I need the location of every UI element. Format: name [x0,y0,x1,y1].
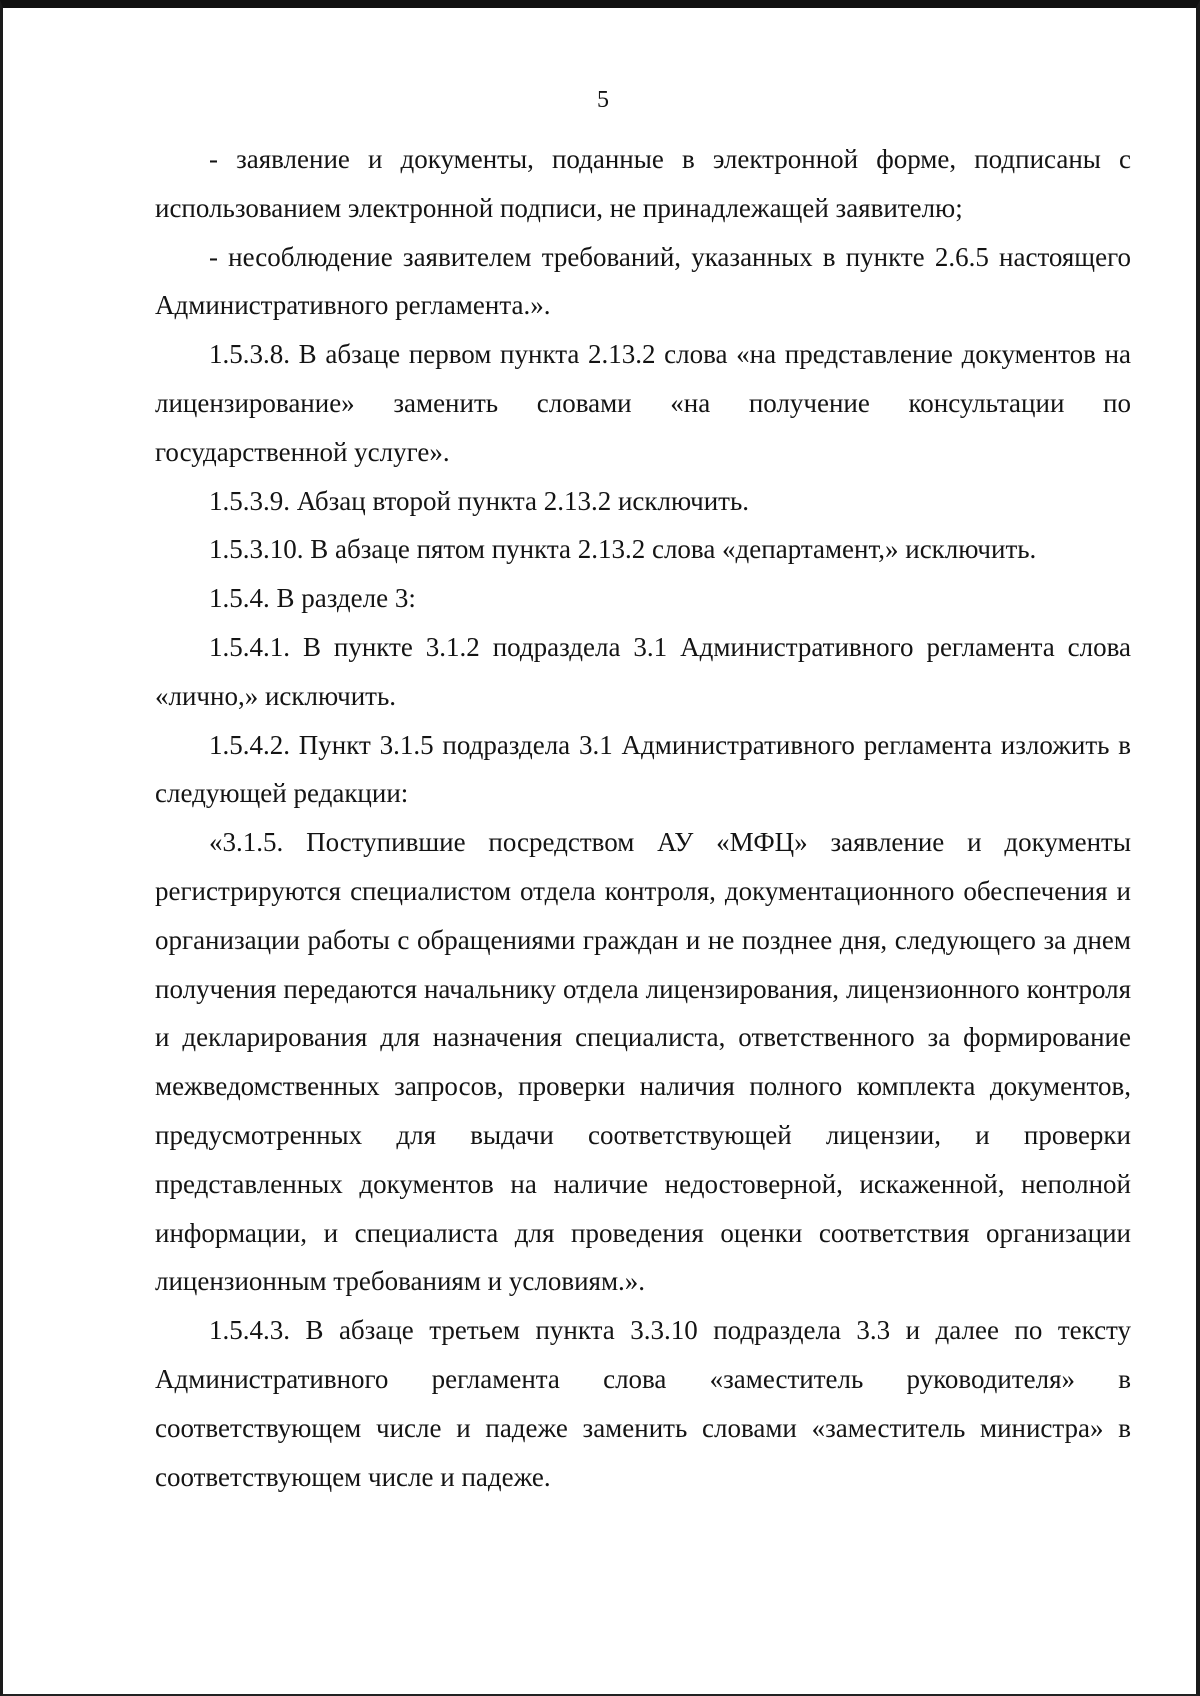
paragraph-signature-not-owned: - заявление и документы, поданные в электронной форме, подписаны с использованием электронной подписи, не принадлежащей заявителю; [155,144,1131,223]
document-body [155,135,1131,1501]
paragraph-requirements-not-met: - несоблюдение заявителем требований, указанных в пункте 2.6.5 настоящего Административного регламента.». [155,241,1131,321]
paragraph-1-5-3-9: 1.5.3.9. Абзац второй пункта 2.13.2 исключить. [209,485,750,516]
paragraph-1-5-4-2: 1.5.4.2. Пункт 3.1.5 подраздела 3.1 Административного регламента изложить в следующей редакции: [155,729,1131,809]
paragraph-1-5-3-8: 1.5.3.8. В абзаце первом пункта 2.13.2 слова «на представление документов на лицензирование» заменить словами «на получение консультации по государственной услуге». [155,339,1131,467]
paragraph-1-5-3-10: 1.5.3.10. В абзаце пятом пункта 2.13.2 слова «департамент,» исключить. [209,534,1037,565]
paragraph-1-5-4-3: 1.5.4.3. В абзаце третьем пункта 3.3.10 подраздела 3.3 и далее по тексту Административного регламента слова «заместитель руководителя» в соответствующем числе и падеже заменить словами «заместитель министра» в соответствующем числе и падеже. [155,1315,1131,1492]
paragraph-3-1-5-new-wording: «3.1.5. Поступившие посредством АУ «МФЦ» заявление и документы регистрируются специалистом отдела контроля, документационного обеспечения и организации работы с обращениями граждан и не позднее дня, следующего за днем получения передаются начальнику отдела лицензирования, лицензионного контроля и декларирования для назначения специалиста, ответственного за формирование межведомственных запросов, проверки наличия полного комплекта документов, предусмотренных для выдачи соответствующей лицензии, и проверки представленных документов на наличие недостоверной, искаженной, неполной информации, и специалиста для проведения оценки соответствия организации лицензионным требованиям и условиям.». [155,827,1131,1297]
page-number: 5 [597,87,609,113]
paragraph-1-5-4-1: 1.5.4.1. В пункте 3.1.2 подраздела 3.1 Административного регламента слова «лично,» исключить. [155,631,1131,711]
paragraph-1-5-4: 1.5.4. В разделе 3: [209,583,416,614]
